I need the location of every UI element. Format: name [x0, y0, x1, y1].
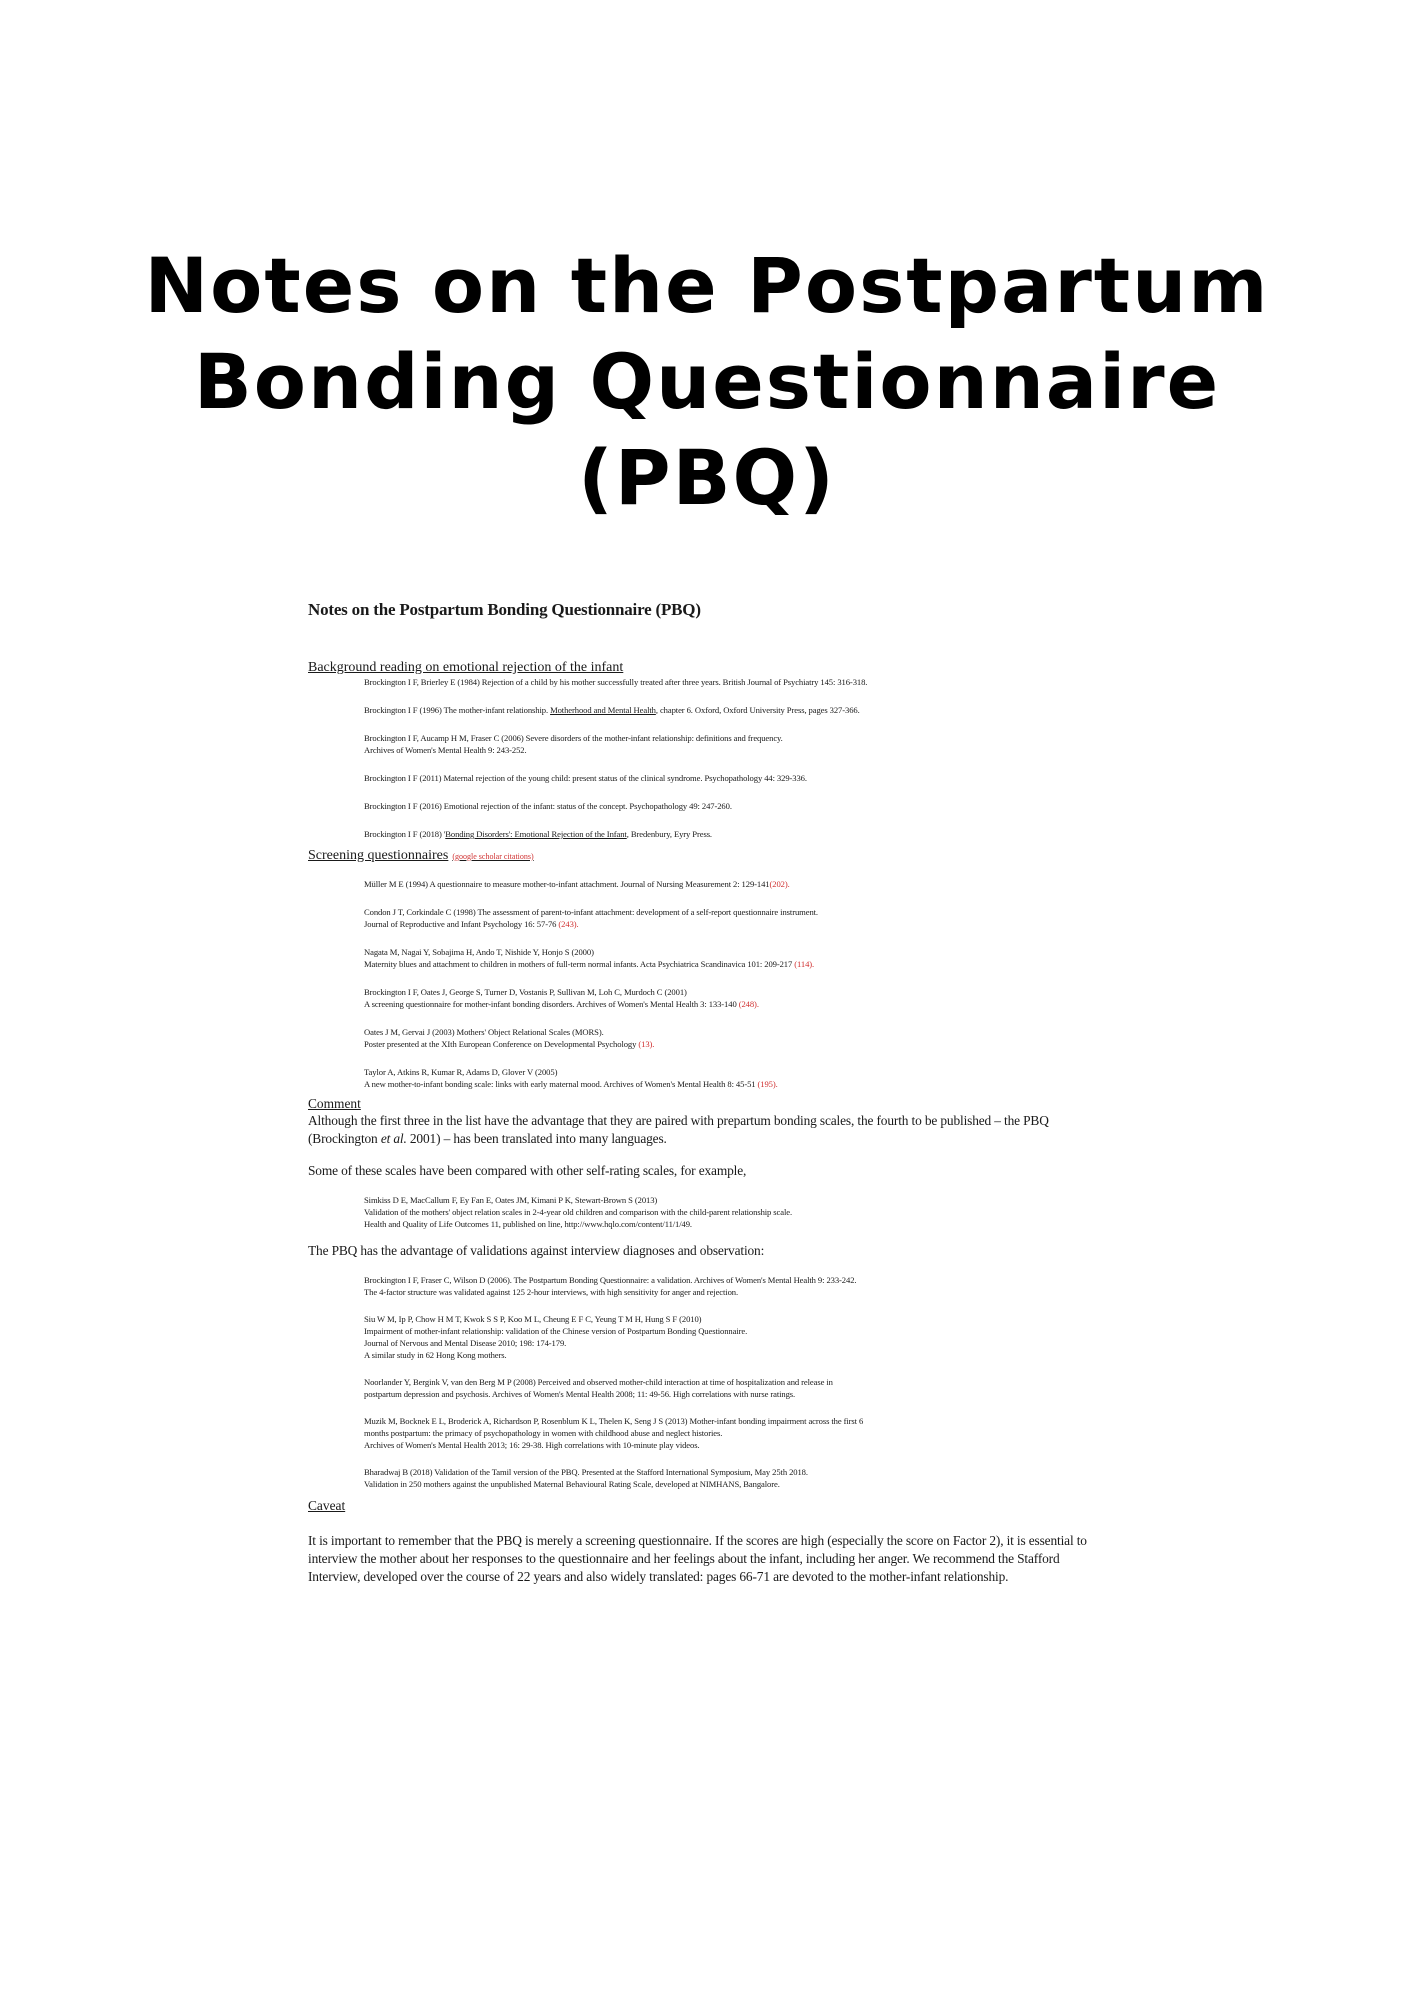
reference-item: Brockington I F (2016) Emotional rejection of the infant: status of the concept. Psychopathology 49: 247-260.	[364, 801, 732, 811]
citation-count: (13).	[638, 1039, 655, 1049]
reference-item: Taylor A, Atkins R, Kumar R, Adams D, Glover V (2005) A new mother-to-infant bonding scale: links with early maternal mood. Archives of Women's Mental Health 8: 45-51 (195).	[364, 1067, 778, 1089]
reference-item: Condon J T, Corkindale C (1998) The assessment of parent-to-infant attachment: development of a self-report questionnaire instrument. Journal of Reproductive and Infant Psychology 16: 57-76 (243).	[364, 907, 818, 929]
comparison-reference-list	[364, 1194, 1098, 1230]
poster-title	[0, 238, 1414, 526]
book-title: Motherhood and Mental Health	[550, 705, 656, 715]
poster-title-line: Bonding Questionnaire	[193, 337, 1221, 426]
book-title: Bonding Disorders': Emotional Rejection of the Infant	[445, 829, 627, 839]
reference-item: Brockington I F (2011) Maternal rejection of the young child: present status of the clinical syndrome. Psychopathology 44: 329-336.	[364, 773, 807, 783]
reference-item: Oates J M, Gervai J (2003) Mothers' Object Relational Scales (MORS). Poster presented at the XIth European Conference on Developmental Psychology (13).	[364, 1027, 655, 1049]
poster-title-line: (PBQ)	[578, 433, 836, 522]
citation-count: (202).	[769, 879, 790, 889]
comparison-paragraph: Some of these scales have been compared with other self-rating scales, for example,	[308, 1163, 747, 1178]
document-title: Notes on the Postpartum Bonding Questionnaire (PBQ)	[308, 600, 701, 619]
validation-reference-list	[364, 1274, 1098, 1490]
validation-paragraph: The PBQ has the advantage of validations against interview diagnoses and observation:	[308, 1243, 765, 1258]
poster-title-line: Notes on the Postpartum	[144, 241, 1270, 330]
reference-item: Brockington I F, Brierley E (1984) Rejection of a child by his mother successfully treated after three years. British Journal of Psychiatry 145: 316-318.	[364, 677, 868, 687]
section-heading-screening: Screening questionnaires (google scholar citations)	[308, 848, 534, 863]
reference-item: Bharadwaj B (2018) Validation of the Tamil version of the PBQ. Presented at the Stafford International Symposium, May 25th 2018. Validation in 250 mothers against the unpublished Maternal Behavioural Rating Scale, developed at NIMHANS, Bangalore.	[364, 1467, 808, 1489]
reference-item: Simkiss D E, MacCallum F, Ey Fan E, Oates JM, Kimani P K, Stewart-Brown S (2013) Validation of the mothers' object relation scales in 2-4-year old children and comparison with the child-parent relationship scale. Health and Quality of Life Outcomes 11, published on line, http://www.hqlo.com/content/11/1/49.	[364, 1195, 793, 1229]
reference-item: Muzik M, Bocknek E L, Broderick A, Richardson P, Rosenblum K L, Thelen K, Seng J S (2013) Mother-infant bonding impairment across the first 6 months postpartum: the primacy of psychopathology in women with childhood abuse and neglect histories. Archives of Women's Mental Health 2013; 16: 29-38. High correlations with 10-minute play videos.	[364, 1416, 864, 1450]
caveat-paragraph: It is important to remember that the PBQ is merely a screening questionnaire. If the scores are high (especially the score on Factor 2), it is essential to interview the mother about her responses to the questionnaire and her feelings about the infant, including her anger. We recommend the Stafford Interview, developed over the course of 22 years and also widely translated: pages 66-71 are devoted to the mother-infant relationship.	[308, 1533, 1087, 1584]
background-reference-list	[364, 676, 1098, 840]
citations-note: (google scholar citations)	[452, 852, 534, 861]
citation-count: (248).	[738, 999, 759, 1009]
section-heading-caveat: Caveat	[308, 1498, 346, 1513]
reference-item: Brockington I F (1996) The mother-infant relationship. Motherhood and Mental Health, chapter 6. Oxford, Oxford University Press, pages 327-366.	[364, 705, 860, 715]
screening-reference-list	[364, 878, 1098, 1090]
reference-item: Brockington I F, Oates J, George S, Turner D, Vostanis P, Sullivan M, Loh C, Murdoch C (2001) A screening questionnaire for mother-infant bonding disorders. Archives of Women's Mental Health 3: 133-140 (248).	[364, 987, 759, 1009]
section-heading-background: Background reading on emotional rejection of the infant	[308, 660, 624, 675]
citation-count: (195).	[757, 1079, 778, 1089]
citation-count: (114).	[794, 959, 815, 969]
reference-item: Brockington I F, Fraser C, Wilson D (2006). The Postpartum Bonding Questionnaire: a validation. Archives of Women's Mental Health 9: 233-242. The 4-factor structure was validated against 125 2-hour interviews, with high sensitivity for anger and rejection.	[364, 1275, 857, 1297]
reference-item: Brockington I F (2018) 'Bonding Disorders': Emotional Rejection of the Infant, Bredenbury, Eyry Press.	[364, 829, 712, 839]
reference-item: Noorlander Y, Bergink V, van den Berg M P (2008) Perceived and observed mother-child interaction at time of hospitalization and release in postpartum depression and psychosis. Archives of Women's Mental Health 2008; 11: 49-56. High correlations with nurse ratings.	[364, 1377, 833, 1399]
reference-item: Nagata M, Nagai Y, Sobajima H, Ando T, Nishide Y, Honjo S (2000) Maternity blues and attachment to children in mothers of full-term normal infants. Acta Psychiatrica Scandinavica 101: 209-217 (114).	[364, 947, 815, 969]
comment-paragraph: Although the first three in the list have the advantage that they are paired with prepartum bonding scales, the fourth to be published – the PBQ (Brockington et al. 2001) – has been translated into many languages.	[308, 1113, 1049, 1146]
reference-item: Siu W M, Ip P, Chow H M T, Kwok S S P, Koo M L, Cheung E F C, Yeung T M H, Hung S F (2010) Impairment of mother-infant relationship: validation of the Chinese version of Postpartum Bonding Questionnaire. Journal of Nervous and Mental Disease 2010; 198: 174-179. A similar study in 62 Hong Kong mothers.	[364, 1314, 748, 1360]
document-page	[308, 600, 1098, 1600]
reference-item: Brockington I F, Aucamp H M, Fraser C (2006) Severe disorders of the mother-infant relationship: definitions and frequency. Archives of Women's Mental Health 9: 243-252.	[364, 733, 783, 755]
reference-item: Müller M E (1994) A questionnaire to measure mother-to-infant attachment. Journal of Nursing Measurement 2: 129-141(202).	[364, 879, 790, 889]
section-heading-comment: Comment	[308, 1096, 361, 1111]
citation-count: (243).	[558, 919, 579, 929]
